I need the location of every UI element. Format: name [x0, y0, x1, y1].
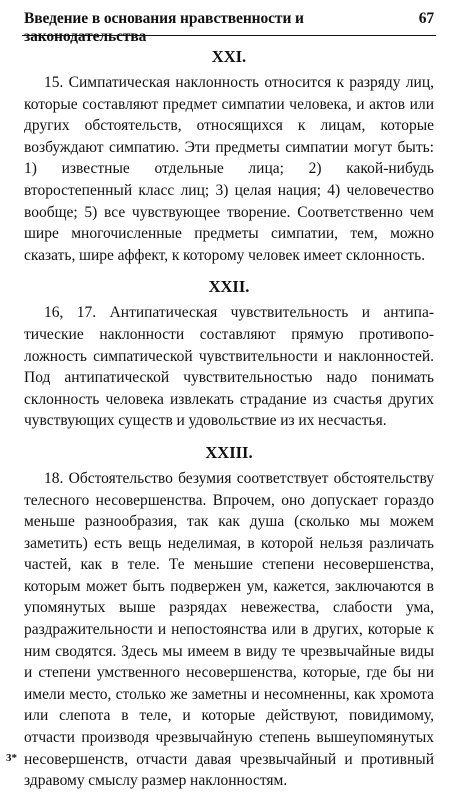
- page-number: 67: [418, 10, 434, 27]
- header-rule: [22, 35, 436, 36]
- running-title: Введение в основания нравственности и законодательства: [24, 10, 304, 45]
- section-xxi: [24, 46, 434, 266]
- running-head: [24, 10, 434, 45]
- section-xxii: [24, 276, 434, 432]
- section-heading: XXI.: [211, 47, 247, 66]
- signature-mark: 3*: [6, 752, 17, 764]
- section-xxiii: [24, 442, 434, 792]
- page-body: [24, 46, 434, 802]
- section-paragraph: 16, 17. Антипатическая чувствительность и антипатические наклонности составляют прямую противоположность симпатической чувствительности и наклонностей. Под антипатической чувствительностью надо понимать склонность человека извлекать страдание из счастья других чувствующих существ и удовольствие из их несчастья.: [24, 304, 434, 430]
- section-heading: XXIII.: [205, 442, 253, 462]
- section-paragraph: 18. Обстоятельство безумия соответствует обстоятельству телесного несовершенства. Впрочем, оно допускает гораздо меньше разнообразия, так как душа (сколько мы можем заметить) есть вещь неделимая, в которой нельзя различать частей, как в теле. Те меньшие степени несовершенства, которым может быть подвержен ум, кажется, заключаются в упомянутых выше разрядах невежества, слабости ума, раздражительности и непостоянства или в других, которые к ним сводятся. Здесь мы имеем в виду те чрезвычайные виды и степени умственного несовершенства, которые, где бы ни имели место, столько же заметны и несомненны, как хромота или слепота в теле, и которые действуют, повидимому, отчасти производя чрезвычайную степень вышеупомянутых несовершенств, отчасти давая чрезвычайный и противный здравому смыслу размер наклонностям.: [24, 469, 434, 790]
- section-heading: XXII.: [208, 277, 250, 297]
- section-paragraph: 15. Симпатическая наклонность относится к разряду лиц, которые составляют предмет симпатии человека, и актов или других обстоятельств, относящихся к лицам, которые возбуждают симпатию. Эти предметы симпатии могут быть: 1) известные отдельные лица; 2) какой-нибудь второстепенный класс лиц; 3) целая нация; 4) человечество вообще; 5) все чувствующее творение. Соответственно чем шире многочисленные предметы симпатии, тем, можно сказать, шире аффект, к которому человек имеет склонность.: [24, 74, 434, 264]
